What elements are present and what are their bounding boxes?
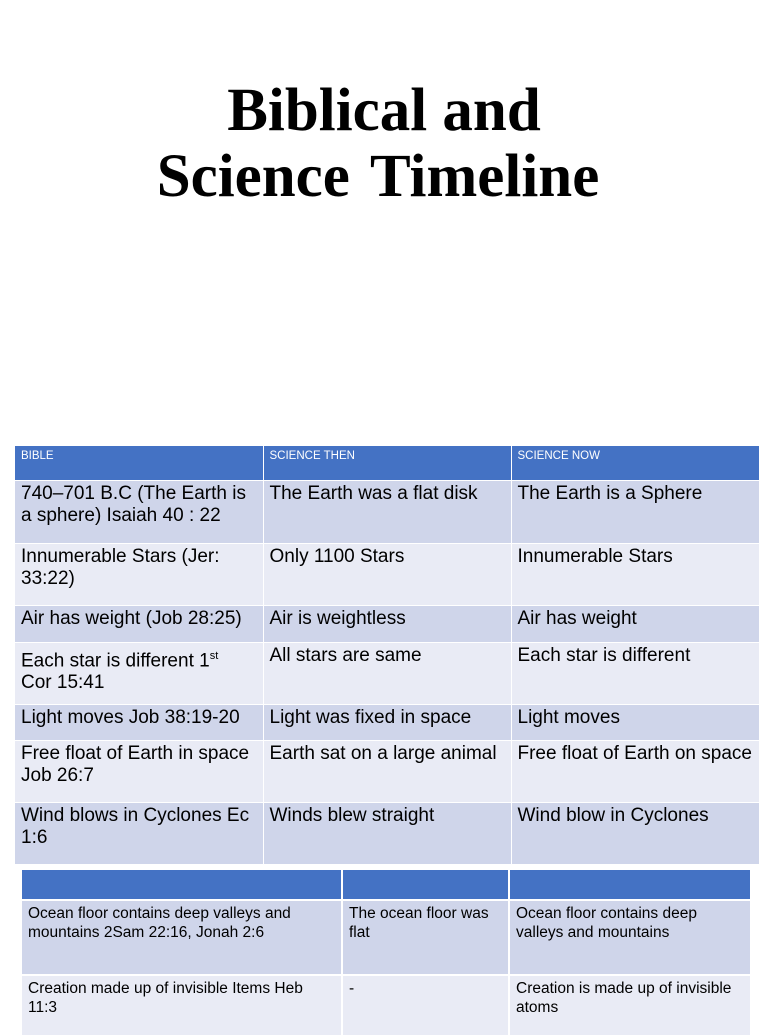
cell-science-now: Creation is made up of invisible atoms: [509, 975, 751, 1035]
cell-bible: Air has weight (Job 28:25): [15, 605, 263, 642]
header-science-then: SCIENCE THEN: [263, 446, 511, 480]
header-blank-1: [22, 870, 342, 900]
table-row: [15, 480, 759, 543]
cell-science-now: Free float of Earth on space: [511, 740, 759, 802]
cell-science-then: Winds blew straight: [263, 802, 511, 864]
table-row: [22, 900, 751, 975]
cell-science-now: The Earth is a Sphere: [511, 480, 759, 543]
table-row: [15, 543, 759, 605]
cell-science-now: Air has weight: [511, 605, 759, 642]
cell-science-then: Earth sat on a large animal: [263, 740, 511, 802]
cell-bible: Light moves Job 38:19-20: [15, 704, 263, 740]
continuation-table: [22, 870, 752, 1035]
cell-science-now: Innumerable Stars: [511, 543, 759, 605]
table-row: [15, 740, 759, 802]
cell-science-now: Ocean floor contains deep valleys and mountains: [509, 900, 751, 975]
table-header-row: [15, 446, 759, 480]
title-line-1: Biblical and: [227, 77, 541, 144]
table-header-row: [22, 870, 751, 900]
cell-bible: Free float of Earth in space Job 26:7: [15, 740, 263, 802]
timeline-table: [15, 446, 760, 864]
cell-bible: Innumerable Stars (Jer: 33:22): [15, 543, 263, 605]
cell-bible: Ocean floor contains deep valleys and mountains 2Sam 22:16, Jonah 2:6: [22, 900, 342, 975]
cell-bible: Creation made up of invisible Items Heb 11:3: [22, 975, 342, 1035]
cell-bible: Each star is different 1st Cor 15:41: [15, 642, 263, 704]
header-blank-2: [342, 870, 509, 900]
table-row: [22, 975, 751, 1035]
table-row: [15, 642, 759, 704]
page-title: [0, 78, 768, 210]
table-row: [15, 605, 759, 642]
title-line-2: Science Timeline: [156, 143, 600, 210]
cell-science-then: All stars are same: [263, 642, 511, 704]
cell-bible: 740–701 B.C (The Earth is a sphere) Isaiah 40 : 22: [15, 480, 263, 543]
header-science-now: SCIENCE NOW: [511, 446, 759, 480]
cell-bible: Wind blows in Cyclones Ec 1:6: [15, 802, 263, 864]
cell-science-now: Each star is different: [511, 642, 759, 704]
header-blank-3: [509, 870, 751, 900]
cell-science-then: Light was fixed in space: [263, 704, 511, 740]
table-row: [15, 802, 759, 864]
cell-science-now: Light moves: [511, 704, 759, 740]
cell-science-then: The ocean floor was flat: [342, 900, 509, 975]
header-bible: BIBLE: [15, 446, 263, 480]
cell-science-then: Air is weightless: [263, 605, 511, 642]
table-row: [15, 704, 759, 740]
cell-science-now: Wind blow in Cyclones: [511, 802, 759, 864]
cell-science-then: The Earth was a flat disk: [263, 480, 511, 543]
cell-science-then: Only 1100 Stars: [263, 543, 511, 605]
cell-science-then: -: [342, 975, 509, 1035]
